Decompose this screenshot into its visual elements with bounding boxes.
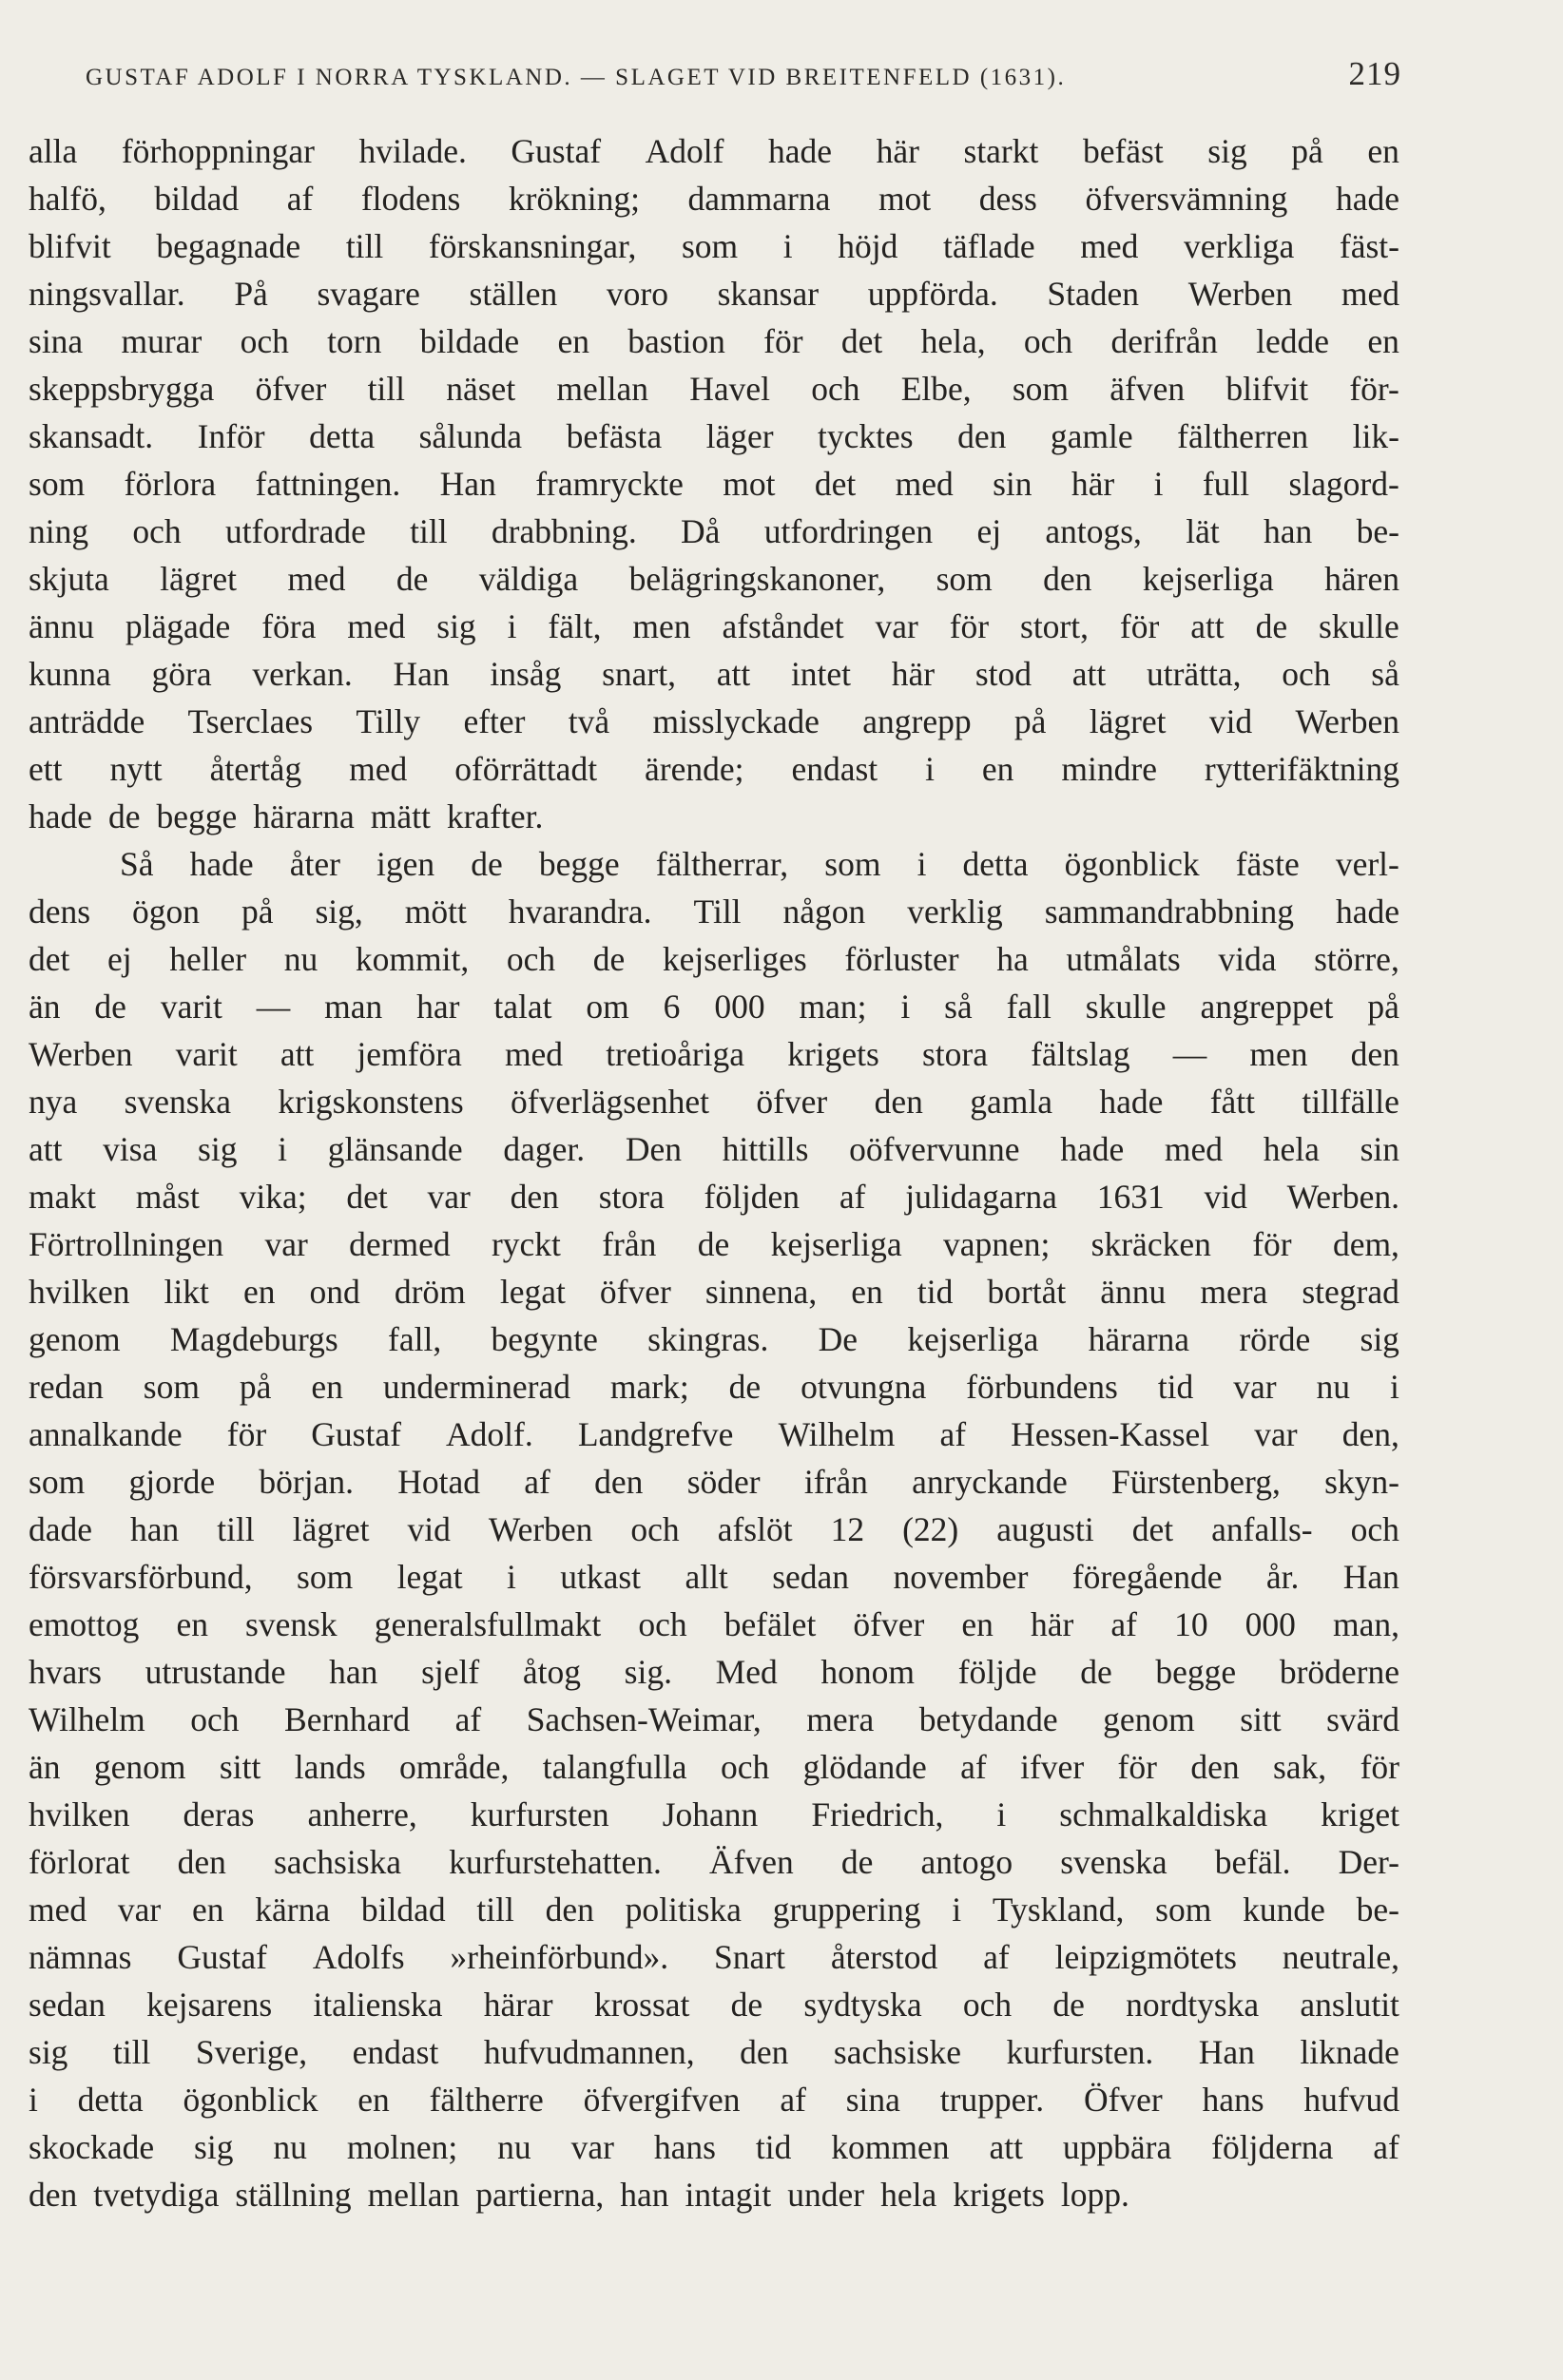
text-line: Förtrollningen var dermed ryckt från de kejserliga vapnen; skräcken för dem,	[29, 1225, 1399, 1263]
text-line: skeppsbrygga öfver till näset mellan Havel och Elbe, som äfven blifvit för-	[29, 370, 1399, 408]
text-line: Wilhelm och Bernhard af Sachsen-Weimar, mera betydande genom sitt svärd	[29, 1700, 1399, 1738]
text-line: annalkande för Gustaf Adolf. Landgrefve Wilhelm af Hessen-Kassel var den,	[29, 1415, 1399, 1453]
text-line: hade de begge härarna mätt krafter.	[29, 797, 544, 835]
text-line: blifvit begagnade till förskansningar, som i höjd täflade med verkliga fäst-	[29, 227, 1399, 265]
text-line: ningsvallar. På svagare ställen voro skansar uppförda. Staden Werben med	[29, 275, 1399, 313]
text-line: nämnas Gustaf Adolfs »rheinförbund». Snart återstod af leipzigmötets neutrale,	[29, 1938, 1399, 1976]
text-line: skansadt. Inför detta sålunda befästa läger tycktes den gamle fältherren lik-	[29, 417, 1399, 455]
text-line: alla förhoppningar hvilade. Gustaf Adolf hade här starkt befäst sig på en	[29, 132, 1399, 170]
page-number: 219	[1348, 55, 1401, 92]
text-line: hvilken deras anherre, kurfursten Johann Friedrich, i schmalkaldiska kriget	[29, 1795, 1399, 1833]
text-line: än de varit — man har talat om 6 000 man; i så fall skulle angreppet på	[29, 988, 1399, 1026]
text-line: i detta ögonblick en fältherre öfvergifven af sina trupper. Öfver hans hufvud	[29, 2081, 1399, 2119]
text-line: nya svenska krigskonstens öfverlägsenhet öfver den gamla hade fått tillfälle	[29, 1083, 1399, 1121]
text-line: skockade sig nu molnen; nu var hans tid kommen att uppbära följderna af	[29, 2128, 1399, 2166]
text-line: emottog en svensk generalsfullmakt och befälet öfver en här af 10 000 man,	[29, 1605, 1399, 1643]
text-line: dens ögon på sig, mött hvarandra. Till någon verklig sammandrabbning hade	[29, 892, 1399, 931]
paragraph	[29, 127, 1399, 840]
text-line: anträdde Tserclaes Tilly efter två misslyckade angrepp på lägret vid Werben	[29, 702, 1399, 740]
text-line: förlorat den sachsiska kurfurstehatten. Äfven de antogo svenska befäl. Der-	[29, 1843, 1399, 1881]
text-line: sig till Sverige, endast hufvudmannen, den sachsiske kurfursten. Han liknade	[29, 2033, 1399, 2071]
text-line: ning och utfordrade till drabbning. Då utfordringen ej antogs, lät han be-	[29, 512, 1399, 550]
text-line: den tvetydiga ställning mellan partierna, han intagit under hela krigets lopp.	[29, 2176, 1129, 2214]
text-line: kunna göra verkan. Han insåg snart, att intet här stod att uträtta, och så	[29, 655, 1399, 693]
text-line: som gjorde början. Hotad af den söder ifrån anryckande Fürstenberg, skyn-	[29, 1463, 1399, 1501]
running-head	[86, 55, 1401, 101]
text-line: hvars utrustande han sjelf åtog sig. Med honom följde de begge bröderne	[29, 1653, 1399, 1691]
running-title: GUSTAF ADOLF I NORRA TYSKLAND. — SLAGET VID BREITENFELD (1631).	[86, 65, 1067, 90]
text-line: än genom sitt lands område, talangfulla och glödande af ifver för den sak, för	[29, 1748, 1399, 1786]
body-text	[29, 127, 1399, 2218]
text-line: ännu plägade föra med sig i fält, men afståndet var för stort, för att de skulle	[29, 607, 1399, 645]
text-line: halfö, bildad af flodens krökning; dammarna mot dess öfversvämning hade	[29, 180, 1399, 218]
text-line: att visa sig i glänsande dager. Den hittills oöfvervunne hade med hela sin	[29, 1130, 1399, 1168]
text-line: redan som på en underminerad mark; de otvungna förbundens tid var nu i	[29, 1368, 1399, 1406]
text-line: Werben varit att jemföra med tretioåriga krigets stora fältslag — men den	[29, 1035, 1399, 1073]
text-line: genom Magdeburgs fall, begynte skingras. De kejserliga härarna rörde sig	[29, 1320, 1399, 1358]
text-line: med var en kärna bildad till den politiska gruppering i Tyskland, som kunde be-	[29, 1891, 1399, 1929]
text-line: dade han till lägret vid Werben och afslöt 12 (22) augusti det anfalls- och	[29, 1510, 1399, 1548]
text-line: ett nytt återtåg med oförrättadt ärende; endast i en mindre rytterifäktning	[29, 750, 1399, 788]
text-line: sedan kejsarens italienska härar krossat de sydtyska och de nordtyska anslutit	[29, 1986, 1399, 2024]
text-line: som förlora fattningen. Han framryckte mot det med sin här i full slagord-	[29, 465, 1399, 503]
text-line: hvilken likt en ond dröm legat öfver sinnena, en tid bortåt ännu mera stegrad	[29, 1273, 1399, 1311]
text-line: sina murar och torn bildade en bastion för det hela, och derifrån ledde en	[29, 322, 1399, 360]
text-line: skjuta lägret med de väldiga belägringskanoner, som den kejserliga hären	[29, 560, 1399, 598]
text-line: makt måst vika; det var den stora följden af julidagarna 1631 vid Werben.	[29, 1178, 1399, 1216]
paragraph	[29, 840, 1399, 2218]
text-line: Så hade åter igen de begge fältherrar, som i detta ögonblick fäste verl-	[120, 845, 1399, 883]
text-line: försvarsförbund, som legat i utkast allt sedan november föregående år. Han	[29, 1558, 1399, 1596]
text-line: det ej heller nu kommit, och de kejserliges förluster ha utmålats vida större,	[29, 940, 1399, 978]
